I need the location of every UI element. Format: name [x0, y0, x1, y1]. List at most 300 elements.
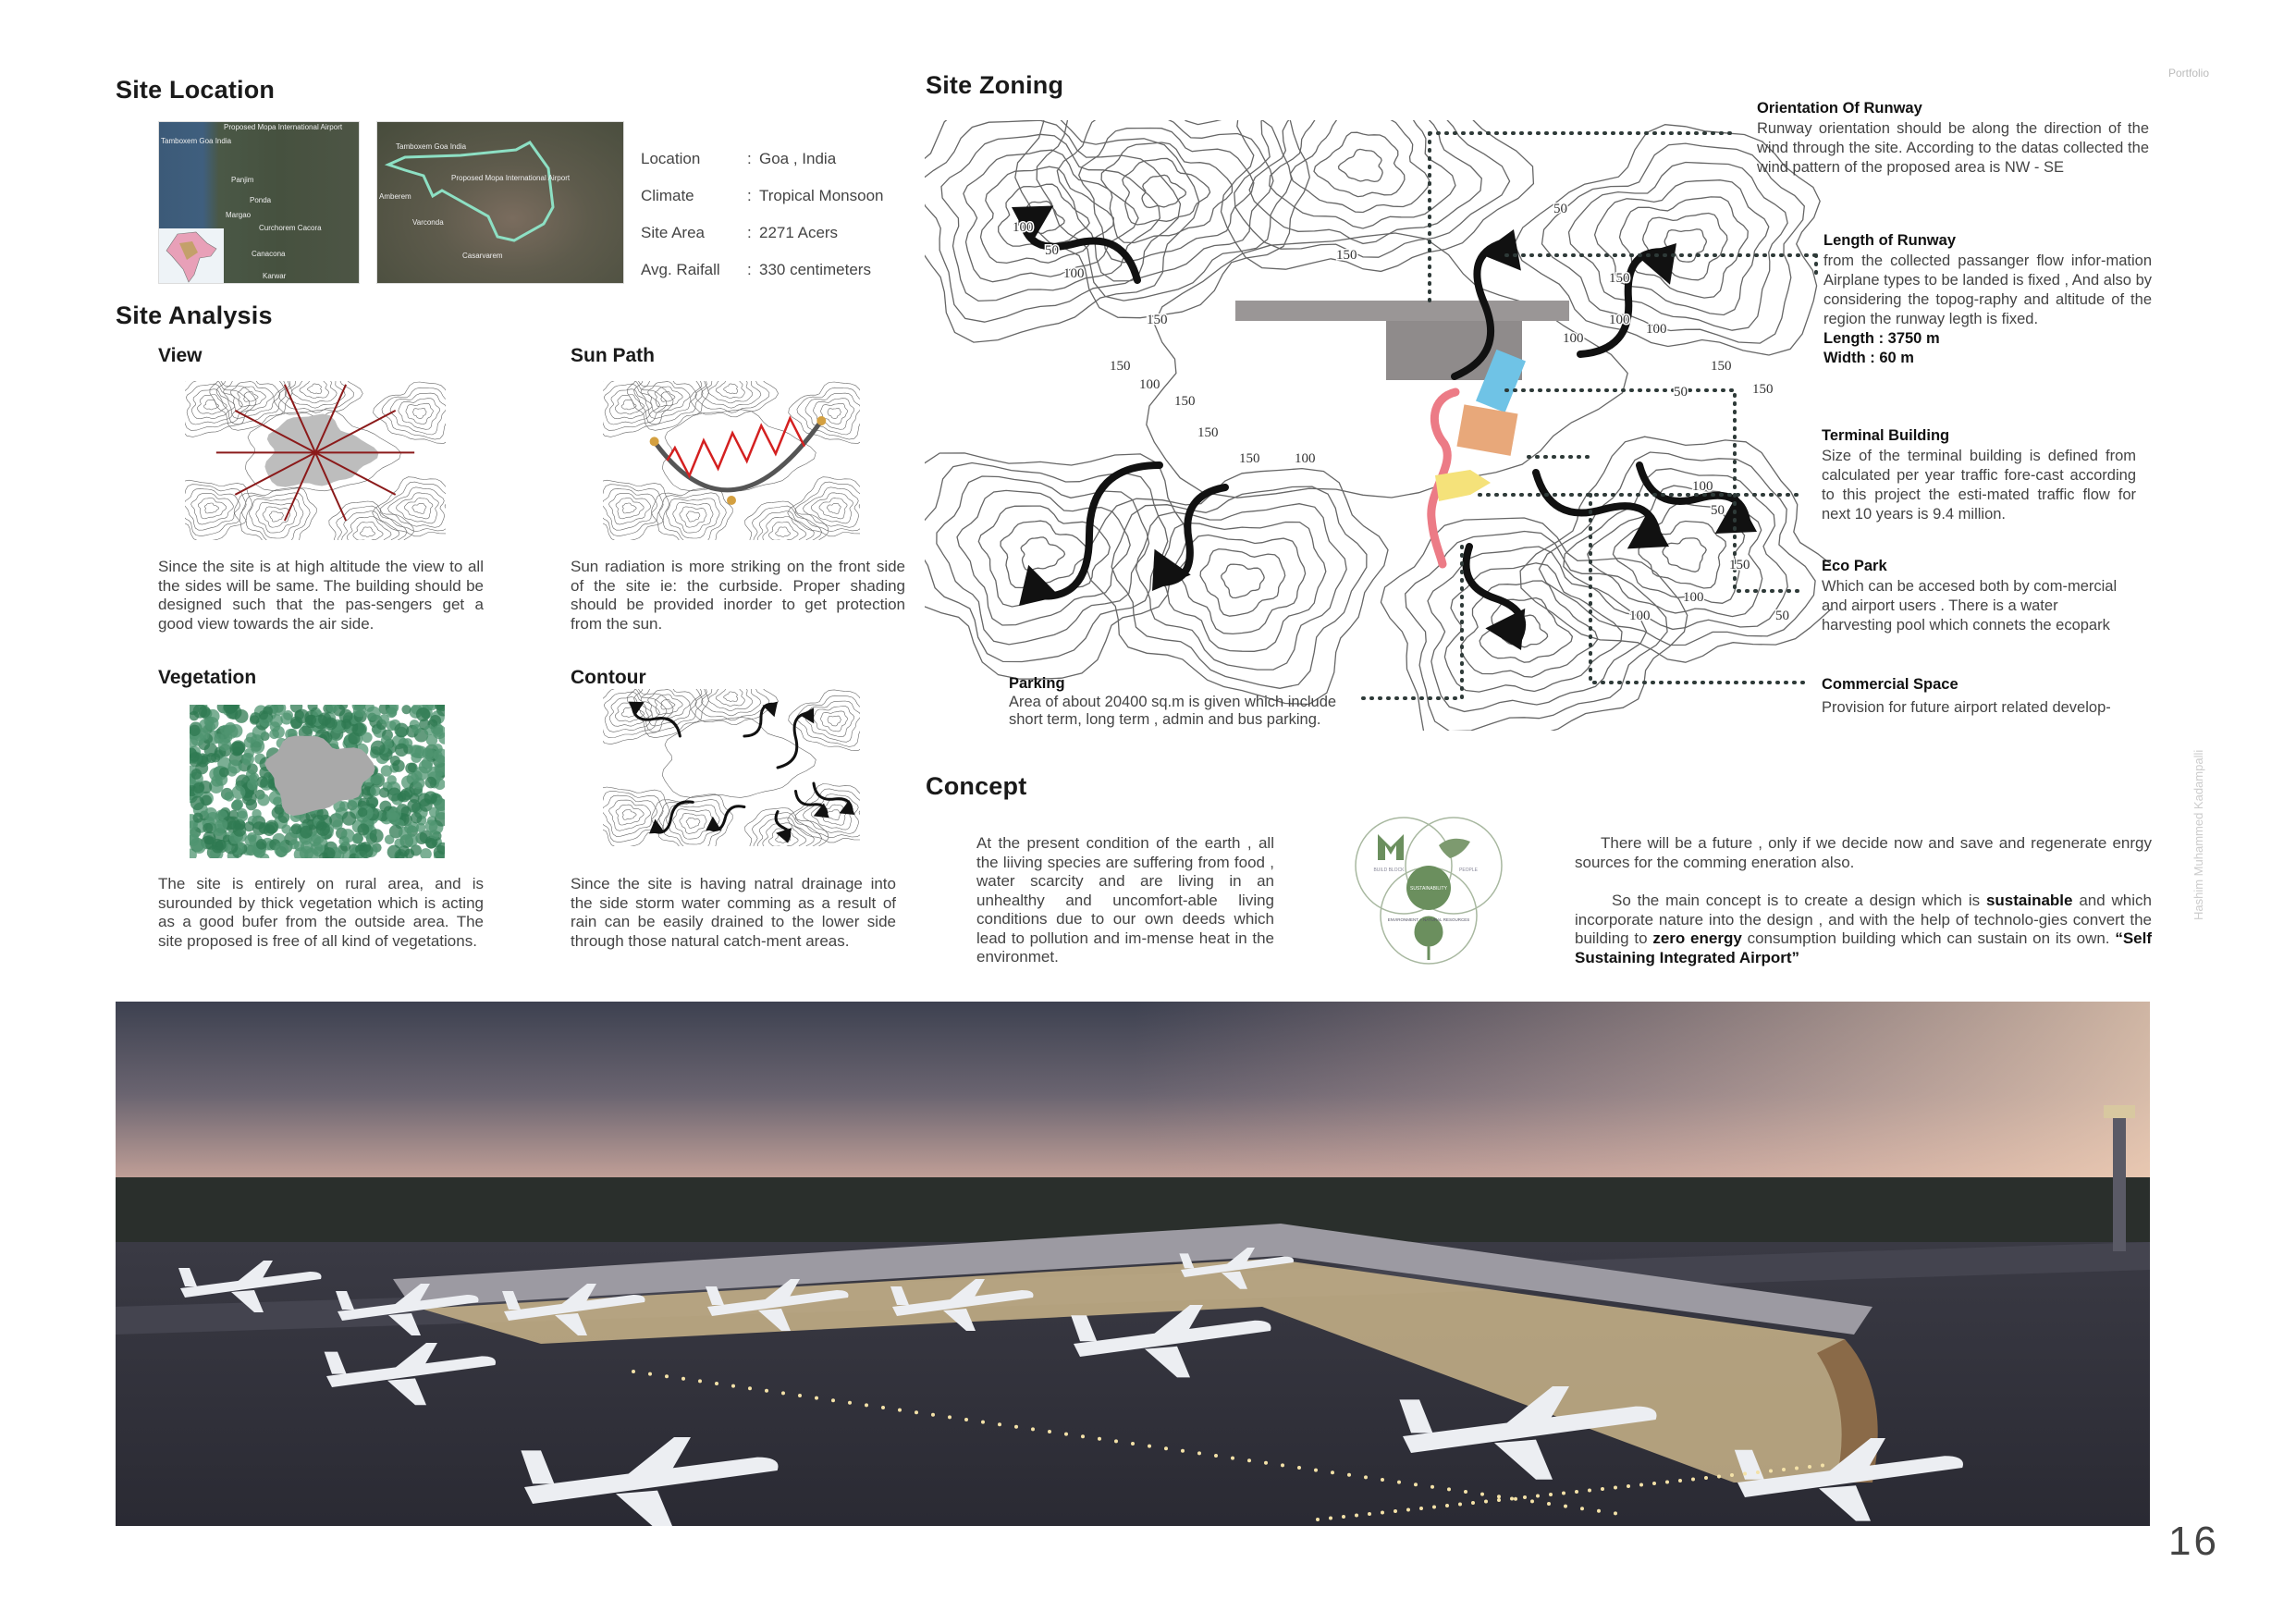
tree-symbol [247, 832, 257, 843]
apron-light [1406, 1508, 1410, 1512]
contour-line [360, 527, 374, 537]
tree-symbol [190, 711, 199, 721]
contour-line [811, 493, 853, 523]
author-vertical: Hashim Muhammed Kadampalli [2192, 749, 2205, 920]
sun-icon [727, 496, 736, 505]
note-title: Commercial Space [1822, 676, 1958, 693]
text-span: and which incorporate nature into the design , and with the help of technolo-gies convert the building to [1575, 892, 2152, 947]
apron-light [665, 1374, 669, 1378]
contour-line [648, 382, 690, 412]
note-orientation [1757, 99, 2149, 178]
tree-symbol [203, 823, 213, 833]
apron-light [1704, 1476, 1708, 1480]
map-label: Ponda [250, 196, 272, 204]
apron-light [1530, 1499, 1534, 1503]
apron-light [1756, 1470, 1760, 1474]
airport-render-image [116, 1002, 2150, 1526]
apron-light [1264, 1461, 1268, 1465]
map-label: Proposed Mopa International Airport [224, 123, 343, 131]
apron-light [1497, 1495, 1501, 1498]
arrow-head [1627, 510, 1669, 548]
apron-light [1627, 1484, 1630, 1488]
venn-label-environment: ENVIRONMENT + NATURAL RESOURCES [1387, 917, 1470, 922]
apron-light [948, 1415, 952, 1419]
contour-line [819, 498, 847, 519]
leader-lines [1359, 133, 1816, 698]
tree-symbol [281, 824, 290, 833]
apron-light [1098, 1437, 1101, 1441]
note-eco-park [1822, 557, 2118, 635]
tree-symbol [416, 707, 430, 721]
contour-label: 100 [1629, 609, 1651, 623]
apron-light [1414, 1483, 1418, 1486]
tree-symbol [357, 823, 369, 835]
contour-line [621, 400, 636, 410]
contour-line [827, 503, 841, 513]
apron-light [1447, 1487, 1451, 1491]
info-value: 330 centimeters [759, 261, 871, 278]
apron-light [1314, 1469, 1318, 1472]
contour-label: 150 [1752, 382, 1774, 397]
contour-label: 150 [1197, 425, 1219, 440]
tree-symbol [414, 767, 428, 781]
contour-line [412, 503, 426, 513]
arrow-head [1637, 243, 1676, 285]
tree-symbol [379, 788, 389, 798]
apron-light [1114, 1439, 1118, 1443]
contour-label: 50 [1553, 202, 1567, 216]
apron-light [1575, 1490, 1578, 1494]
tree-symbol [401, 705, 411, 714]
tree-symbol [362, 732, 373, 744]
map-label: Tamboxem Goa India [396, 142, 467, 151]
apron-light [1514, 1497, 1517, 1501]
apron-light [848, 1401, 852, 1405]
contour-label: 50 [1775, 609, 1789, 623]
apron-light [1331, 1470, 1334, 1474]
drainage-arrow [778, 713, 811, 768]
tree-symbol [237, 810, 248, 821]
tree-symbol [224, 725, 238, 739]
map-label: Tamboxem Goa India [161, 137, 232, 145]
contour-line [1001, 521, 1087, 587]
note-parking [1009, 675, 1342, 729]
apron-light [1397, 1481, 1401, 1484]
contour-label: 100 [1692, 479, 1713, 494]
runway [1235, 301, 1569, 321]
tree-symbol [387, 707, 397, 717]
emphasis-zero-energy: zero energy [1652, 929, 1742, 947]
arrow-head [1480, 229, 1521, 271]
note-terminal [1822, 426, 2136, 524]
tree-symbol [358, 807, 368, 818]
apron-light [898, 1409, 902, 1412]
contour-label: 100 [1646, 322, 1667, 337]
concept-para-2 [1575, 892, 2152, 967]
apron-light [765, 1389, 768, 1393]
tree-symbol [370, 785, 381, 796]
tree-symbol [289, 839, 300, 849]
contour-line [821, 711, 848, 732]
contour-label: 100 [1295, 451, 1316, 466]
info-key: Avg. Raifall [641, 261, 720, 278]
note-text: Provision for future airport related develop- [1822, 699, 2111, 716]
apron-light [931, 1413, 935, 1417]
apron-light [648, 1372, 652, 1376]
apron-light [1717, 1475, 1721, 1479]
tree-symbol [274, 843, 289, 857]
apron-light [698, 1379, 702, 1383]
contour-label: 150 [1147, 313, 1168, 327]
apron-light [915, 1410, 918, 1414]
apron-light [831, 1398, 835, 1402]
apron-light [1197, 1451, 1201, 1455]
tree-symbol [434, 845, 445, 858]
note-title: Eco Park [1822, 558, 1887, 574]
apron-light [1214, 1454, 1218, 1458]
building-icon [1378, 834, 1404, 860]
tree-icon [1416, 917, 1442, 960]
info-row [641, 252, 884, 289]
apron-light [1730, 1473, 1734, 1477]
apron-light [1419, 1507, 1423, 1510]
apron-light [1484, 1500, 1488, 1504]
contour-line [1595, 180, 1769, 315]
map-label: Proposed Mopa International Airport [451, 174, 571, 182]
site-location-title: Site Location [116, 76, 276, 104]
contour-line [622, 809, 636, 819]
contour-line [406, 403, 434, 424]
handshake-icon [1439, 839, 1470, 858]
drainage-arrows [1012, 206, 1757, 650]
contour-line [198, 498, 226, 519]
tree-symbol [424, 725, 435, 735]
contour-label: 150 [1609, 271, 1630, 286]
apron-light [1281, 1463, 1284, 1467]
contour-line [1620, 197, 1749, 298]
tree-symbol [318, 712, 331, 725]
info-key: Site Area [641, 224, 705, 241]
info-value: Tropical Monsoon [759, 187, 884, 204]
contour-label: 50 [1711, 503, 1725, 518]
apron-light [1471, 1501, 1475, 1505]
contour-line [203, 400, 218, 410]
contour-line [724, 692, 738, 702]
tree-symbol [425, 777, 437, 789]
apron-light [815, 1396, 818, 1400]
info-row [641, 178, 884, 215]
tree-symbol [339, 801, 350, 811]
contour-line [622, 503, 636, 513]
tree-symbol [247, 780, 258, 791]
arrow-head [1485, 609, 1525, 650]
contour-line [307, 384, 322, 394]
contour-line [768, 522, 798, 540]
tree-symbol [366, 707, 381, 721]
site-satellite-map [376, 121, 624, 284]
control-tower [2113, 1113, 2126, 1251]
contour-line [925, 463, 1168, 662]
apron-light [1588, 1489, 1591, 1493]
contour-line [691, 381, 779, 417]
apron-light [1432, 1506, 1436, 1509]
apron-light [1081, 1434, 1085, 1438]
tree-symbol [199, 719, 213, 732]
map-label: Karwar [263, 272, 287, 280]
apron-light [964, 1418, 968, 1421]
contour-line [827, 810, 841, 820]
view-title: View [158, 345, 203, 366]
apron-light [1782, 1468, 1786, 1471]
note-title: Parking [1009, 675, 1065, 692]
commercial-zone [1456, 404, 1517, 456]
tree-symbol [381, 765, 392, 776]
apron-light [1769, 1470, 1773, 1473]
apron-light [1808, 1465, 1811, 1469]
tree-symbol [190, 769, 202, 780]
apron-light [1031, 1427, 1035, 1431]
apron-light [1652, 1482, 1656, 1485]
apron-light [1549, 1493, 1553, 1496]
apron-light [1297, 1466, 1301, 1470]
region-map [158, 121, 360, 284]
apron-light [781, 1391, 785, 1395]
apron-light [1181, 1449, 1185, 1453]
contour-line [1015, 120, 1310, 318]
contour-line [655, 695, 682, 715]
tree-symbol [272, 726, 285, 739]
contour-line [708, 689, 753, 711]
apron-light [1445, 1504, 1449, 1507]
tree-symbol [217, 819, 227, 830]
apron-light [1547, 1502, 1551, 1506]
info-sep: : [747, 187, 752, 204]
text-span: consumption building which can sustain on its own. [1741, 929, 2116, 947]
info-key: Location [641, 150, 701, 167]
contour-line [238, 387, 266, 407]
apron-light [1458, 1503, 1462, 1507]
apron-light [1014, 1425, 1018, 1429]
contour-line [269, 511, 283, 522]
tree-symbol [342, 811, 356, 825]
info-sep: : [747, 150, 752, 167]
contour-label: 50 [1674, 385, 1688, 400]
tree-symbol [300, 826, 313, 839]
contour-line [828, 716, 841, 726]
apron-light [1355, 1514, 1358, 1518]
contour-line [616, 498, 644, 519]
emphasis-sustainable: sustainable [1985, 892, 2073, 909]
contour-line [1663, 538, 1706, 572]
portfolio-label: Portfolio [2168, 67, 2210, 80]
contour-line [1222, 564, 1265, 597]
tree-symbol [379, 714, 389, 724]
apron-light [981, 1421, 985, 1424]
contour-diagram [603, 689, 860, 846]
note-commercial [1822, 675, 2192, 718]
sun-path-diagram [603, 381, 860, 540]
runway-width-value: Width : 60 m [1823, 350, 1914, 366]
apron-light [1048, 1430, 1051, 1433]
tree-symbol [425, 819, 438, 832]
contour-line [680, 813, 706, 833]
contour-label: 100 [1063, 266, 1085, 281]
info-row [641, 215, 884, 252]
apron-light [1164, 1446, 1168, 1450]
apron-light [1562, 1492, 1565, 1495]
contour-line [1123, 158, 1210, 225]
apron-light [1691, 1478, 1695, 1482]
contour-line [680, 507, 706, 527]
arrow-head [763, 702, 778, 718]
contour-line [274, 381, 362, 417]
contour-line [609, 697, 652, 727]
contour-line [686, 818, 700, 828]
note-runway-length [1823, 231, 2152, 368]
sun-icon [816, 416, 826, 425]
contour-label: 150 [1110, 359, 1131, 374]
site-info-table [641, 141, 884, 289]
apron-light [632, 1370, 635, 1373]
apron-light [1342, 1515, 1345, 1519]
tree-symbol [233, 823, 246, 836]
tree-symbol [387, 810, 397, 820]
apron-light [1316, 1518, 1320, 1521]
view-text: Since the site is at high altitude the view to all the sides will be same. The building should be designed such that the pas-sengers get a good view towards the air side. [158, 558, 484, 633]
vegetation-diagram [190, 705, 445, 858]
tree-symbol [259, 710, 268, 720]
info-sep: : [747, 261, 752, 278]
apron-light [1247, 1458, 1251, 1462]
arrow-head [1019, 565, 1060, 606]
tree-symbol [371, 741, 386, 756]
contour-label: 150 [1174, 394, 1196, 409]
contour-line [204, 503, 218, 513]
apron-light [1795, 1467, 1799, 1470]
note-title: Length of Runway [1823, 232, 1956, 249]
tree-symbol [259, 822, 271, 834]
tree-symbol [411, 744, 424, 757]
contour-line [724, 384, 738, 394]
contour-label: 100 [1563, 331, 1584, 346]
apron-light [748, 1386, 752, 1390]
contour-label: 100 [1609, 313, 1630, 327]
contour-line [231, 382, 274, 412]
tree-symbol [211, 753, 220, 762]
info-value: Goa , India [759, 150, 837, 167]
tree-symbol [311, 843, 324, 855]
tree-symbol [401, 806, 411, 817]
contour-line [1249, 120, 1481, 243]
contour-line [941, 134, 1160, 301]
tree-symbol [283, 710, 293, 720]
tree-symbol [252, 809, 261, 818]
tree-symbol [339, 709, 353, 723]
contour-line [814, 707, 854, 737]
apron-light [1497, 1498, 1501, 1502]
note-text: from the collected passanger flow infor-mation Airplane types to be landed is fixed , And also by considering the topog-raphy and altitude of the region the runway legth is fixed. [1823, 252, 2152, 327]
contour-line [396, 493, 438, 523]
sun-path-title: Sun Path [571, 345, 656, 366]
apron-light [1381, 1478, 1384, 1482]
contour-line [828, 409, 841, 419]
contour-text: Since the site is having natral drainage into the side storm water comming as a result of rain can be easily drained to the lower side through those natural catch-ment areas. [571, 875, 896, 950]
contour-line [776, 527, 791, 537]
tree-symbol [387, 788, 401, 802]
contour-line [937, 476, 1149, 645]
contour-label: 150 [1336, 248, 1357, 263]
contour-label: 100 [1139, 377, 1160, 392]
apron-light [1480, 1493, 1484, 1496]
tree-symbol [400, 788, 412, 800]
note-title: Orientation Of Runway [1757, 100, 1922, 117]
apron-light [681, 1377, 685, 1381]
contour-line [686, 511, 700, 522]
sun-icon [650, 437, 659, 446]
apron-light [1536, 1495, 1540, 1498]
apron-light [1148, 1445, 1151, 1448]
vegetation-text: The site is entirely on rural area, and is surounded by thick vegetation which is acting as a good bufer from the outside area. The site proposed is free of all kind of vegetations. [158, 875, 484, 950]
tree-symbol [399, 827, 411, 840]
apron-light [998, 1422, 1001, 1426]
concept-left-text: At the present condition of the earth , all the liiving species are suffering from food , water scarcity and are living in an unhealthy and uncomfort-able living conditions due to our own deeds which lead to pollution and im-mense heat in the environmet. [976, 834, 1274, 966]
contour-line [616, 805, 644, 825]
tree-symbol [190, 796, 204, 810]
contour-line [708, 381, 753, 403]
tree-symbol [316, 808, 328, 820]
apron-light [881, 1406, 885, 1409]
note-text: Area of about 20400 sq.m is given which include short term, long term , admin and bus parking. [1009, 694, 1337, 728]
contour-line [648, 690, 690, 720]
contour-line [655, 387, 682, 407]
sustainability-venn [1341, 814, 1516, 976]
contour-line [412, 409, 426, 419]
contour-line [1021, 537, 1064, 571]
note-text: Runway orientation should be along the direction of the wind through the site. According to the datas collected the wind pattern of the proposed area is NW - SE [1757, 120, 2149, 176]
tree-symbol [227, 759, 241, 773]
tree-symbol [257, 794, 269, 806]
tree-symbol [305, 715, 316, 726]
apron-light [1347, 1473, 1351, 1477]
contour-title: Contour [571, 667, 646, 688]
contour-line [1057, 120, 1273, 281]
apron-light [1523, 1495, 1527, 1499]
tree-symbol [257, 776, 268, 787]
tree-symbol [395, 744, 408, 757]
apron-light [1368, 1512, 1371, 1516]
apron-light [1464, 1490, 1467, 1494]
map-label: Amberem [379, 192, 411, 201]
tree-symbol [193, 813, 203, 823]
page-number: 16 [2168, 1519, 2219, 1564]
contour-label: 100 [1013, 220, 1034, 235]
apron-light [1394, 1509, 1397, 1513]
tree-symbol [420, 848, 432, 858]
drainage-arrow [1030, 465, 1160, 597]
apron-light [1231, 1457, 1234, 1460]
tree-symbol [199, 706, 211, 718]
concept-para-1: There will be a future , only if we decide now and save and regenerate enrgy sources for the comming eneration also. [1575, 834, 2152, 871]
contour-line [1540, 452, 1816, 646]
apron-light [1678, 1479, 1682, 1483]
map-label: Margao [226, 211, 252, 219]
tree-symbol [232, 785, 246, 799]
concept-tagline: “Self Sustaining Integrated Airport” [1575, 929, 2152, 966]
contour-line [292, 381, 338, 403]
zoning-contours [925, 120, 1831, 731]
apron-light [1430, 1485, 1434, 1489]
contour-label: 150 [1239, 451, 1260, 466]
